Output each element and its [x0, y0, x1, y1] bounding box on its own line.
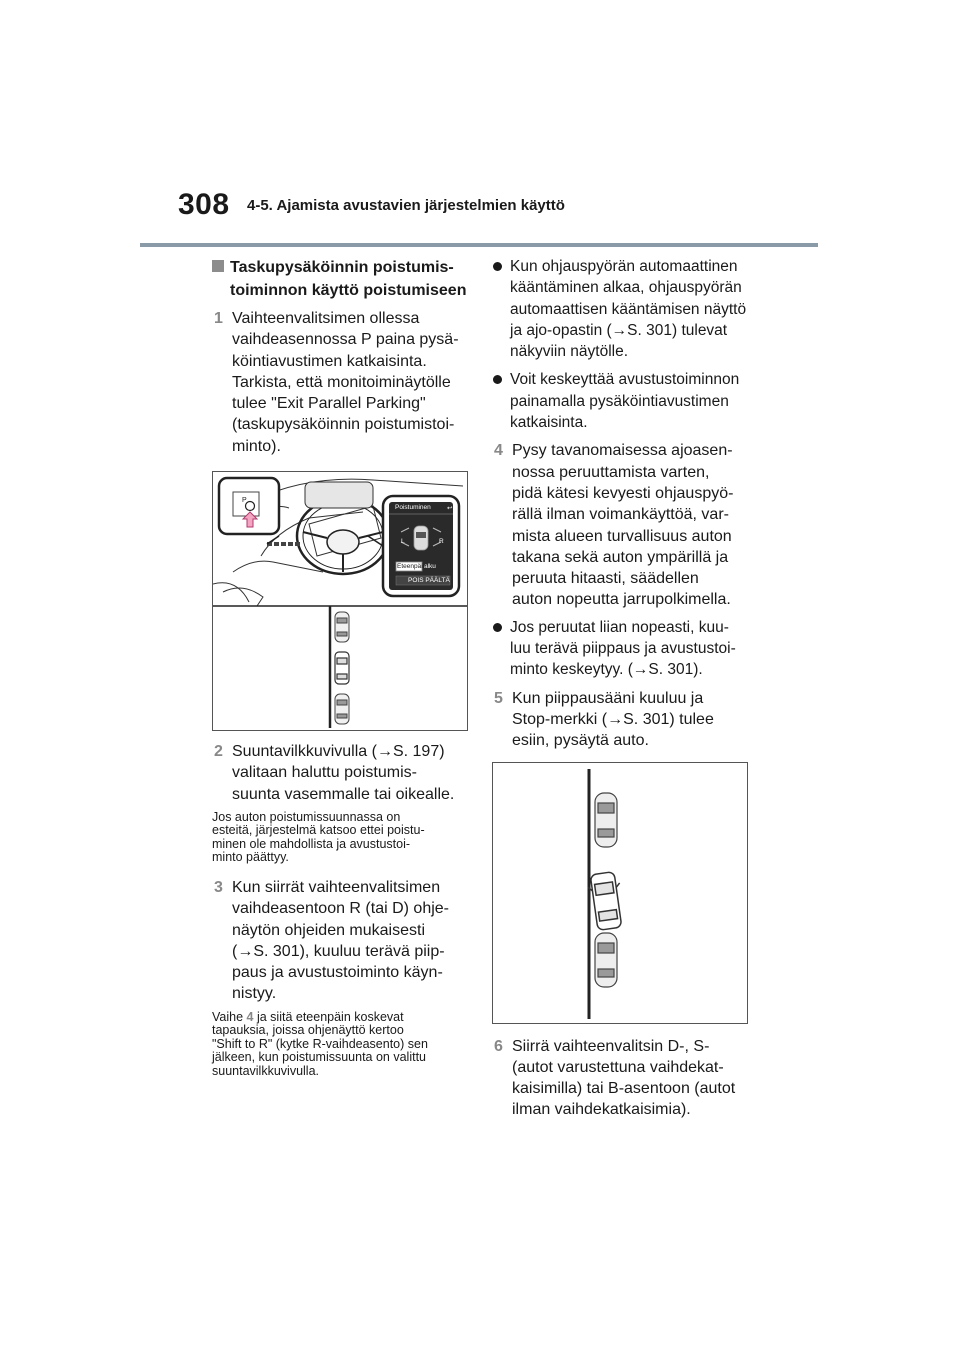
step-line: nistyy. [232, 985, 277, 1003]
step-line: vaihdeasennossa P paina pysä- [232, 331, 459, 349]
step-line: vaihdeasentoon R (tai D) ohje- [232, 900, 450, 918]
parking-diagram-figure [492, 762, 748, 1024]
step-line: pidä kätesi kevyesti ohjauspyö- [512, 484, 734, 502]
bullet-line: kääntäminen alkaa, ohjauspyörän [510, 279, 742, 297]
screen-title: Poistuminen [395, 504, 431, 512]
note-line: Jos auton poistumissuunnassa on [212, 809, 401, 824]
step-line: (autot varustettuna vaihdekat- [512, 1058, 724, 1076]
screen-start-label: alku [424, 563, 436, 571]
header-divider [140, 243, 818, 247]
step-line: esiin, pysäytä auto. [512, 732, 649, 750]
bullet-auto-steering [492, 256, 760, 362]
step-number: 6 [494, 1037, 503, 1055]
step-line: Suuntavilkkuvivulla (→S. 197) [232, 743, 445, 761]
step-line: paus ja avustustoiminto käyn- [232, 964, 443, 982]
note-first-rest: ja siitä eteenpäin koskevat [256, 1009, 404, 1024]
bullet-line: painamalla pysäköintiavustimen [510, 392, 729, 410]
note-obstacles [212, 811, 480, 865]
step-line: auton nopeutta jarrupolkimella. [512, 591, 731, 609]
screen-right-label: R [439, 538, 444, 546]
own-car-icon [586, 871, 625, 931]
bullet-line: minto keskeytyy. (→S. 301). [510, 661, 703, 679]
step-1 [212, 308, 480, 457]
heading-line: Taskupysäköinnin poistumis- [230, 259, 454, 276]
bullet-line: automaattisen kääntämisen näyttö [510, 300, 747, 318]
heading-square-icon [212, 260, 224, 272]
parked-car-icon [595, 793, 617, 847]
back-arrow-icon: ↩ [447, 505, 453, 513]
step-number: 4 [494, 442, 503, 460]
step-4 [492, 440, 760, 610]
note-line: minto päättyy. [212, 850, 289, 865]
bullet-line: katkaisinta. [510, 414, 588, 432]
bullet-line: näkyviin näytölle. [510, 343, 629, 361]
step-line: Kun siirrät vaihteenvalitsimen [232, 878, 441, 896]
parked-car-icon [595, 933, 617, 987]
step-5 [492, 688, 760, 752]
step-line: suunta vasemmalle tai oikealle. [232, 785, 455, 803]
screen-off-button: POIS PÄÄLTÄ [408, 577, 450, 585]
note-step-number: 4 [246, 1009, 254, 1024]
console-buttons [267, 542, 300, 546]
step-2 [212, 741, 480, 805]
step-line: valitaan haluttu poistumis- [232, 764, 417, 782]
note-step4 [212, 1011, 480, 1079]
step-line: Stop-merkki (→S. 301) tulee [512, 710, 714, 728]
section-title: 4-5. Ajamista avustavien järjestelmien käyttö [247, 197, 565, 214]
bullet-line: luu terävä piippaus ja avustustoi- [510, 640, 736, 658]
heading-line: toiminnon käyttö poistumiseen [230, 282, 467, 299]
step-line: nossa peruuttamista varten, [512, 463, 710, 481]
step-number: 5 [494, 689, 503, 707]
dashboard-figure [212, 471, 468, 731]
left-column [212, 256, 480, 1090]
step-line: (taskupysäköinnin poistumistoi- [232, 416, 455, 434]
step-line: Tarkista, että monitoiminäytölle [232, 373, 451, 391]
right-column [492, 256, 760, 1127]
page-number: 308 [178, 188, 230, 221]
steering-wheel-icon [297, 498, 389, 574]
step-3 [212, 877, 480, 1005]
bullet-too-fast [492, 617, 760, 681]
note-line: esteitä, järjestelmä katsoo ettei poistu- [212, 823, 425, 838]
step-line: näytön ohjeiden mukaisesti [232, 921, 426, 939]
screen-forward-button: Eteenpäin [397, 563, 427, 571]
parked-car-icon [335, 694, 349, 724]
bullet-cancel [492, 369, 760, 433]
bullet-line: Kun ohjauspyörän automaattinen [510, 258, 738, 275]
step-line: mista alueen turvallisuus auton [512, 527, 732, 545]
parking-diagram [493, 763, 747, 1023]
note-line: minen ole mahdollista ja avustustoi- [212, 836, 411, 851]
svg-text:P: P [242, 497, 247, 505]
step-line: minto). [232, 437, 281, 455]
bullet-line: ja ajo-opastin (→S. 301) tulevat [510, 321, 728, 339]
step-line: peruuta hitaasti, säädellen [512, 570, 699, 588]
step-line: tulee "Exit Parallel Parking" [232, 395, 426, 413]
screen-left-label: L [401, 538, 405, 546]
note-line: "Shift to R" (kytke R-vaihdeasento) sen [212, 1036, 428, 1051]
step-line: (→S. 301), kuuluu terävä piip- [232, 942, 445, 960]
step-line: Siirrä vaihteenvalitsin D-, S- [512, 1037, 710, 1055]
bullet-dot-icon [493, 262, 502, 271]
bullet-dot-icon [493, 375, 502, 384]
step-line: ilman vaihdekatkaisimia). [512, 1101, 691, 1119]
bullet-dot-icon [493, 623, 502, 632]
step-line: kaisimilla) tai B-asentoon (autot [512, 1080, 736, 1098]
step-line: Vaihteenvalitsimen ollessa [232, 310, 420, 327]
note-line: suuntavilkkuvivulla. [212, 1063, 319, 1078]
note-prefix: Vaihe [212, 1009, 244, 1024]
step-line: rällä ilman voimankäyttöä, var- [512, 506, 729, 524]
step-line: Kun piippausääni kuuluu ja [512, 689, 704, 707]
section-heading [212, 256, 480, 302]
step-line: takana sekä auton ympärillä ja [512, 548, 729, 566]
bullet-line: Voit keskeyttää avustustoiminnon [510, 371, 740, 389]
step-number: 1 [214, 310, 223, 327]
step-line: köintiavustimen katkaisinta. [232, 352, 427, 370]
step-line: Pysy tavanomaisessa ajoasen- [512, 442, 733, 460]
own-car-icon [335, 652, 349, 684]
step-6 [492, 1036, 760, 1121]
note-line: jälkeen, kun poistumissuunta on valittu [212, 1050, 427, 1065]
note-line [212, 1011, 480, 1025]
parked-car-icon [335, 612, 349, 642]
bullet-line: Jos peruutat liian nopeasti, kuu- [510, 618, 729, 636]
step-number: 2 [214, 743, 223, 761]
note-line: tapauksia, joissa ohjenäyttö kertoo [212, 1023, 404, 1038]
step-number: 3 [214, 878, 223, 896]
